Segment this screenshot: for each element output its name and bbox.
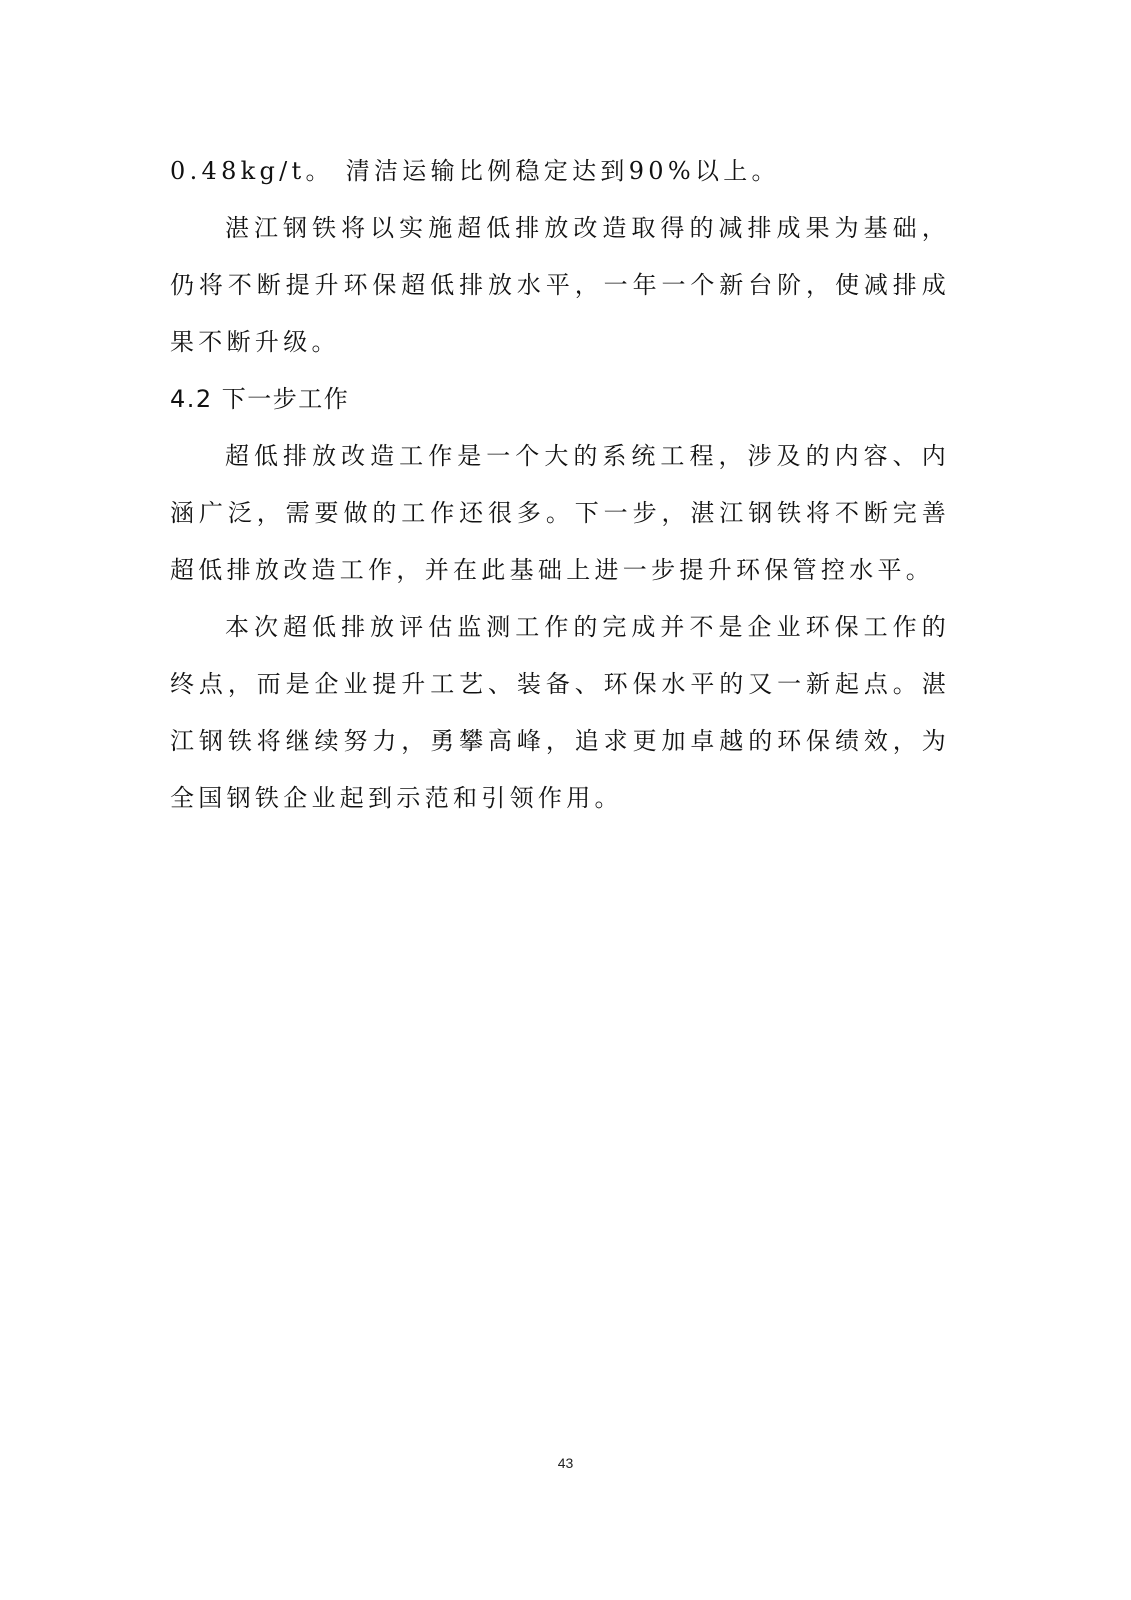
paragraph-conclusion: 本次超低排放评估监测工作的完成并不是企业环保工作的终点，而是企业提升工艺、装备、环保水平的又一新起点。湛江钢铁将继续努力，勇攀高峰，追求更加卓越的环保绩效，为全国钢铁企业起到示范和引领作用。 bbox=[170, 613, 950, 812]
page-content bbox=[170, 143, 950, 827]
page-number: 43 bbox=[557, 1455, 574, 1471]
section-heading: 4.2 下一步工作 bbox=[170, 385, 350, 413]
paragraph-continuation: 0.48kg/t。 清洁运输比例稳定达到90%以上。 bbox=[170, 157, 780, 185]
paragraph-emission-results: 湛江钢铁将以实施超低排放改造取得的减排成果为基础，仍将不断提升环保超低排放水平，一年一个新台阶，使减排成果不断升级。 bbox=[170, 214, 950, 356]
paragraph-next-steps: 超低排放改造工作是一个大的系统工程，涉及的内容、内涵广泛，需要做的工作还很多。下一步，湛江钢铁将不断完善超低排放改造工作，并在此基础上进一步提升环保管控水平。 bbox=[170, 442, 950, 584]
